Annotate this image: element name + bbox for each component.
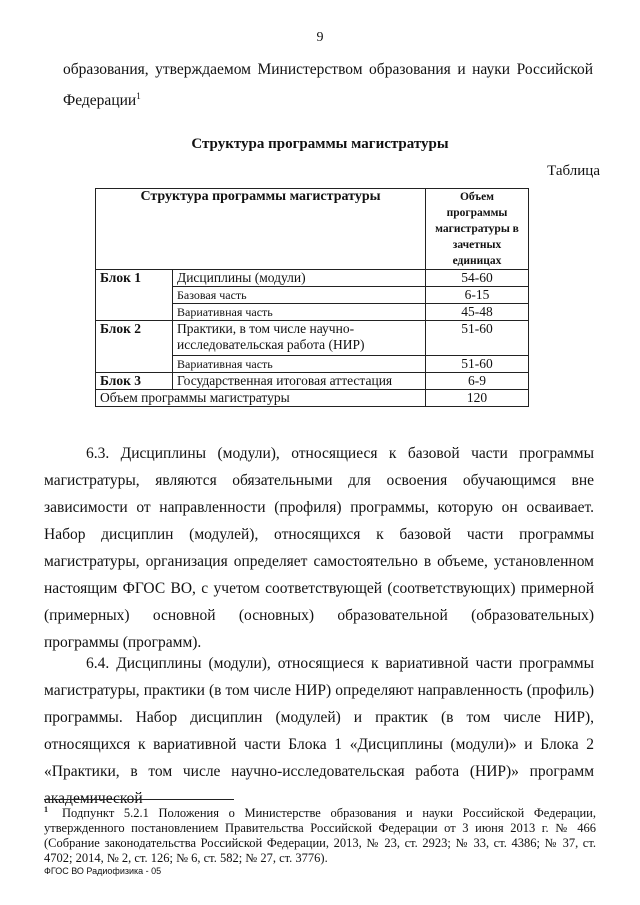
total-label-cell: Объем программы магистратуры — [96, 390, 426, 407]
table-heading: Структура программы магистратуры — [191, 136, 449, 152]
table-header-row — [96, 189, 529, 270]
block-cell: Блок 1 — [96, 270, 173, 321]
table-row — [96, 373, 529, 390]
footnote-number: 1 — [44, 805, 48, 814]
table-total-row — [96, 390, 529, 407]
header-structure: Структура программы магистратуры — [96, 189, 426, 270]
name-cell: Вариативная часть — [173, 304, 426, 321]
footnote — [44, 802, 596, 866]
name-cell: Вариативная часть — [173, 356, 426, 373]
value-cell: 45-48 — [426, 304, 529, 321]
name-cell: Государственная итоговая аттестация — [173, 373, 426, 390]
value-cell: 51-60 — [426, 321, 529, 356]
footnote-text: Подпункт 5.2.1 Положения о Министерстве образования и науки Российской Федерации, утвержденного постановлением Правительства Российской Федерации от 3 июня 2013 г. № 466 (Собрание законодательства Российской Федерации, 2013, № 23, ст. 2923; № 33, ст. 4386; № 37, ст. 4702; 2014, № 2, ст. 126; № 6, ст. 582; № 27, ст. 3776). — [44, 806, 596, 866]
footnote-reference[interactable]: 1 — [136, 91, 141, 101]
footnote-divider — [44, 799, 234, 800]
block-cell: Блок 2 — [96, 321, 173, 373]
intro-line-2 — [63, 83, 141, 114]
block-cell: Блок 3 — [96, 373, 173, 390]
footer-mark: ФГОС ВО Радиофизика - 05 — [44, 866, 162, 876]
table-row — [96, 270, 529, 287]
value-cell: 54-60 — [426, 270, 529, 287]
paragraph-6-4: 6.4. Дисциплины (модули), относящиеся к вариативной части программы магистратуры, практики (в том числе НИР) определяют направленность (профиль) программы. Набор дисциплин (модулей) и практик (в том числе НИР), относящихся к вариативной части Блока 1 «Дисциплины (модули)» и Блока 2 «Практики, в том числе научно-исследовательская работа (НИР)» программ академической — [44, 655, 594, 807]
name-cell: Дисциплины (модули) — [173, 270, 426, 287]
intro-line-1: образования, утверждаемом Министерством образования и науки Российской — [63, 61, 593, 78]
paragraph-6-3: 6.3. Дисциплины (модули), относящиеся к базовой части программы магистратуры, являются обязательными для освоения обучающимся вне зависимости от направленности (профиля) программы, которую он осваивает. Набор дисциплин (модулей), относящихся к базовой части программы магистратуры, организация определяет самостоятельно в объеме, установленном настоящим ФГОС ВО, с учетом соответствующей (соответствующих) примерной (примерных) основной (основных) образовательной (образовательных) программы (программ). — [44, 445, 594, 651]
structure-table — [95, 188, 529, 407]
value-cell: 6-9 — [426, 373, 529, 390]
table-label: Таблица — [547, 163, 600, 179]
value-cell: 51-60 — [426, 356, 529, 373]
total-value-cell: 120 — [426, 390, 529, 407]
name-cell: Базовая часть — [173, 287, 426, 304]
name-cell: Практики, в том числе научно-исследовательская работа (НИР) — [173, 321, 426, 356]
value-cell: 6-15 — [426, 287, 529, 304]
page-number: 9 — [316, 30, 324, 45]
intro-line-2-text: Федерации — [63, 92, 137, 110]
table-row — [96, 321, 529, 356]
header-volume: Объем программы магистратуры в зачетных единицах — [426, 189, 529, 270]
